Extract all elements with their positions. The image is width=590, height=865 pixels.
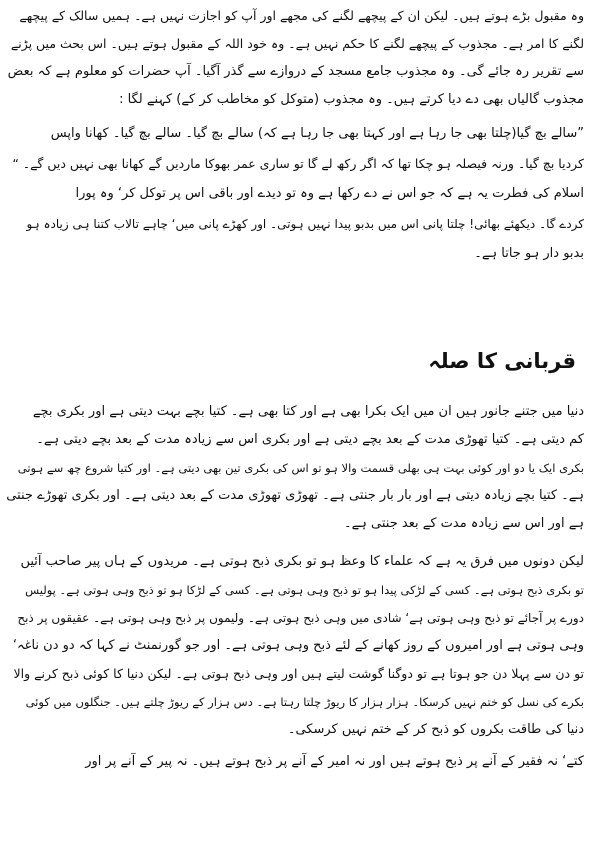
text-line: ہے۔ کتیا بچے زیادہ دیتی ہے اور بار بار جنتی ہے۔ تھوڑی تھوڑی مدت کے بعد دیتی ہے۔ اور بکری تھوڑے جنتی: [6, 488, 584, 503]
section-heading: قربانی کا صلہ: [428, 349, 576, 373]
text-line: ”سالے بچ گیا(چلتا بھی جا رہا ہے اور کہتا بھی جا رہا ہے کہ) سالے بچ گیا۔ سالے بچ گیا۔ کھانا واپس: [50, 126, 584, 141]
text-line: لگنے کا امر ہے۔ مجذوب کے پیچھے لگنے کا حکم نہیں ہے۔ وہ خود اللہ کے مقبول ہوتے ہیں۔ اس بحث میں پڑنے: [10, 36, 584, 51]
text-line: دورے پر آجائے تو ذبح وہی ہوتی ہے‘ شادی میں وہی ذبح ہوتی ہے۔ ولیموں پر ذبح وہی ہوتی ہے۔ عقیقوں پر ذبح: [17, 611, 584, 625]
text-line: وہی ہوتی ہے اور امیروں کے روز کھانے کے لئے ذبح وہی ہوتی ہے۔ اور جو گورنمنٹ نے کہا کہ دو دن ناغہ‘: [12, 638, 584, 653]
text-line: اسلام کی فطرت یہ ہے کہ جو اس نے دے رکھا ہے وہ تو دیدے اور باقی اس پر توکل کر‘ وہ پورا: [75, 186, 584, 201]
text-line: تو دن سے پہلا دن جو ہوتا ہے تو دوگنا گوشت لیتے ہیں اور وہی ذبح ہوتی ہے۔ لیکن دنیا کا کوئی ذبح کرنے والا: [13, 666, 584, 681]
text-line: بکری ایک یا دو اور کوئی بہت ہی بھلی قسمت والا ہو تو اس کی بکری تین بھی دیتی ہے۔ اور کتیا شروع چھ سے ہوتی: [17, 461, 584, 475]
text-line: ہے اور اس سے زیادہ مدت کے بعد جنتی ہے۔: [344, 516, 584, 531]
text-line: کردے گا۔ دیکھئے بھائی! چلتا پانی اس میں بدبو پیدا نہیں ہوتی۔ اور کھڑے پانی میں‘ چاہے تالاب کتنا ہی زیادہ ہو: [26, 217, 584, 231]
text-line: دنیا میں جتنے جانور ہیں ان میں ایک بکرا بھی ہے اور کتا بھی ہے۔ کتیا بچے بہت دیتی ہے اور بکری بچے: [32, 404, 584, 419]
text-line: کم دیتی ہے۔ کتیا تھوڑی مدت کے بعد بچے دیتی ہے اور بکری اس سے زیادہ مدت کے بعد بچے دیتی ہے۔: [36, 432, 584, 447]
text-line: کردیا بچ گیا۔ ورنہ فیصلہ ہو چکا تھا کہ اگر رکھ لے گا تو ساری عمر بھوکا ماردیں گے کھانا بھی نہیں دیں گے۔ “: [12, 156, 584, 171]
text-line: تو بکری ذبح ہوتی ہے۔ کسی کے لڑکی پیدا ہو تو ذبح وہی ہوتی ہے۔ کسی کے لڑکا ہو تو ذبح وہی ہوتی ہے۔ پولیس: [25, 583, 584, 597]
text-line: دنیا کی طاقت بکروں کو ذبح کر کے ختم نہیں کرسکی۔: [287, 722, 584, 737]
text-line: کتے‘ نہ فقیر کے آنے پر ذبح ہوتے ہیں اور نہ امیر کے آنے پر ذبح ہوتے ہیں۔ نہ پیر کے آنے پر اور: [85, 754, 584, 769]
text-line: مجذوب گالیاں بھی دے دیا کرتے ہیں۔ وہ مجذوب (متوکل کو مخاطب کر کے) کہنے لگا :: [119, 92, 584, 107]
text-line: سے تقریر رہ جائے گی۔ وہ مجذوب جامع مسجد کے دروازے سے گذر آگیا۔ آپ حضرات کو معلوم ہے کہ بعض: [7, 64, 584, 79]
text-line: لیکن دونوں میں فرق یہ ہے کہ علماء کا وعظ ہو تو بکری ذبح ہوتی ہے۔ مریدوں کے ہاں پیر صاحب آئیں: [20, 554, 584, 569]
text-line: بدبو دار ہو جاتا ہے۔: [474, 246, 584, 261]
text-line: وہ مقبول بڑے ہوتے ہیں۔ لیکن ان کے پیچھے لگنے کی مجھے اور آپ کو اجازت نہیں ہے۔ ہمیں سالک کے پیچھے: [19, 8, 584, 23]
text-line: بکرے کی نسل کو ختم نہیں کرسکا۔ ہزار ہزار کا ریوڑ چلتا رہتا ہے۔ دس ہزار کے ریوڑ چلتے ہیں۔ جنگلوں میں کوئی: [25, 695, 584, 709]
